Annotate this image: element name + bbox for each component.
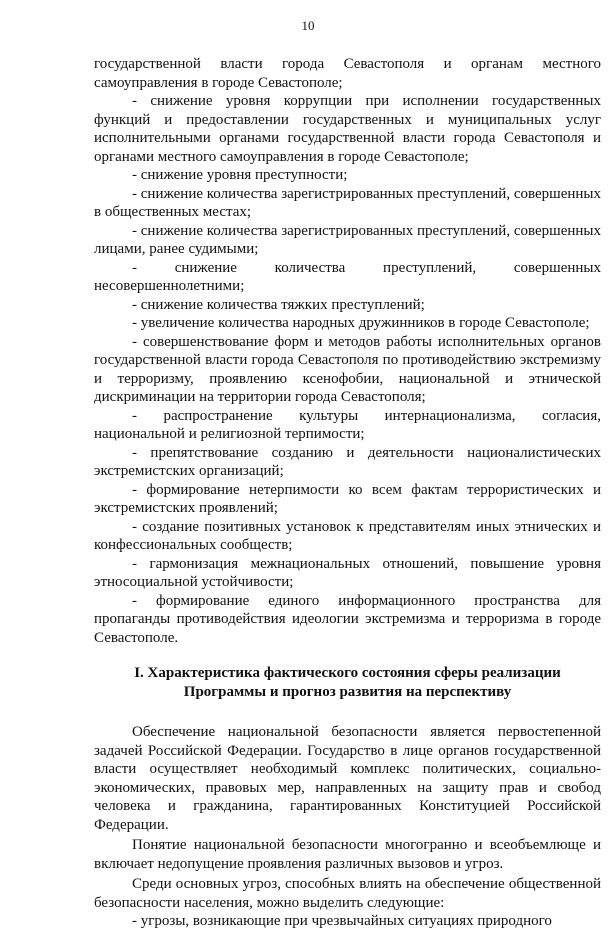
list-item: - угрозы, возникающие при чрезвычайных ситуациях природного [132, 913, 552, 929]
paragraph: Обеспечение национальной безопасности является первостепенной задачей Российской Федерации. Государство в лице органов государственной власти осуществляет необходимый комплекс политических, социально-экономических, правовых мер, направленных на защиту прав и свобод человека и гражданина, гарантированных Конституцией Российской Федерации. [94, 724, 601, 833]
paragraph: Среди основных угроз, способных влиять на обеспечение общественной безопасности населения, можно выделить следующие: [94, 876, 601, 911]
list-item: - формирование нетерпимости ко всем фактам террористических и экстремистских проявлений; [94, 481, 601, 516]
list-item: - снижение количества зарегистрированных преступлений, совершенных в общественных местах; [94, 185, 601, 220]
section-heading-line: I. Характеристика фактического состояния сферы реализации [134, 665, 561, 681]
document-body [94, 55, 601, 931]
list-item: - гармонизация межнациональных отношений, повышение уровня этносоциальной устойчивости; [94, 555, 601, 590]
list-item: - снижение уровня коррупции при исполнении государственных функций и предоставлении государственных и муниципальных услуг исполнительными органами государственной власти города Севастополя и органами местного самоуправления в городе Севастополе; [94, 93, 601, 165]
list-item: - снижение количества зарегистрированных преступлений, совершенных лицами, ранее судимыми; [94, 222, 601, 257]
list-item: - снижение уровня преступности; [132, 167, 348, 183]
list-item: - снижение количества преступлений, совершенных несовершеннолетними; [94, 259, 601, 294]
section-heading [94, 664, 601, 702]
list-item: - распространение культуры интернационализма, согласия, национальной и религиозной терпимости; [94, 407, 601, 442]
page-number: 10 [301, 18, 315, 33]
paragraph-continuation: государственной власти города Севастополя и органам местного самоуправления в городе Севастополе; [94, 56, 601, 91]
paragraph: Понятие национальной безопасности многогранно и всеобъемлюще и включает недопущение проявления различных вызовов и угроз. [94, 837, 601, 872]
list-item: - увеличение количества народных дружинников в городе Севастополе; [132, 315, 590, 331]
list-item: - создание позитивных установок к представителям иных этнических и конфессиональных сообществ; [94, 518, 601, 553]
list-item: - препятствование созданию и деятельности националистических экстремистских организаций; [94, 444, 601, 479]
list-item: - совершенствование форм и методов работы исполнительных органов государственной власти города Севастополя по противодействию экстремизму и терроризму, проявлению ксенофобии, национальной и этнической дискриминации на территории города Севастополя; [94, 333, 601, 405]
list-item: - формирование единого информационного пространства для пропаганды противодействия идеологии экстремизма и терроризма в городе Севастополе. [94, 592, 601, 646]
list-item: - снижение количества тяжких преступлений; [132, 296, 425, 313]
section-heading-line: Программы и прогноз развития на перспективу [183, 684, 512, 700]
